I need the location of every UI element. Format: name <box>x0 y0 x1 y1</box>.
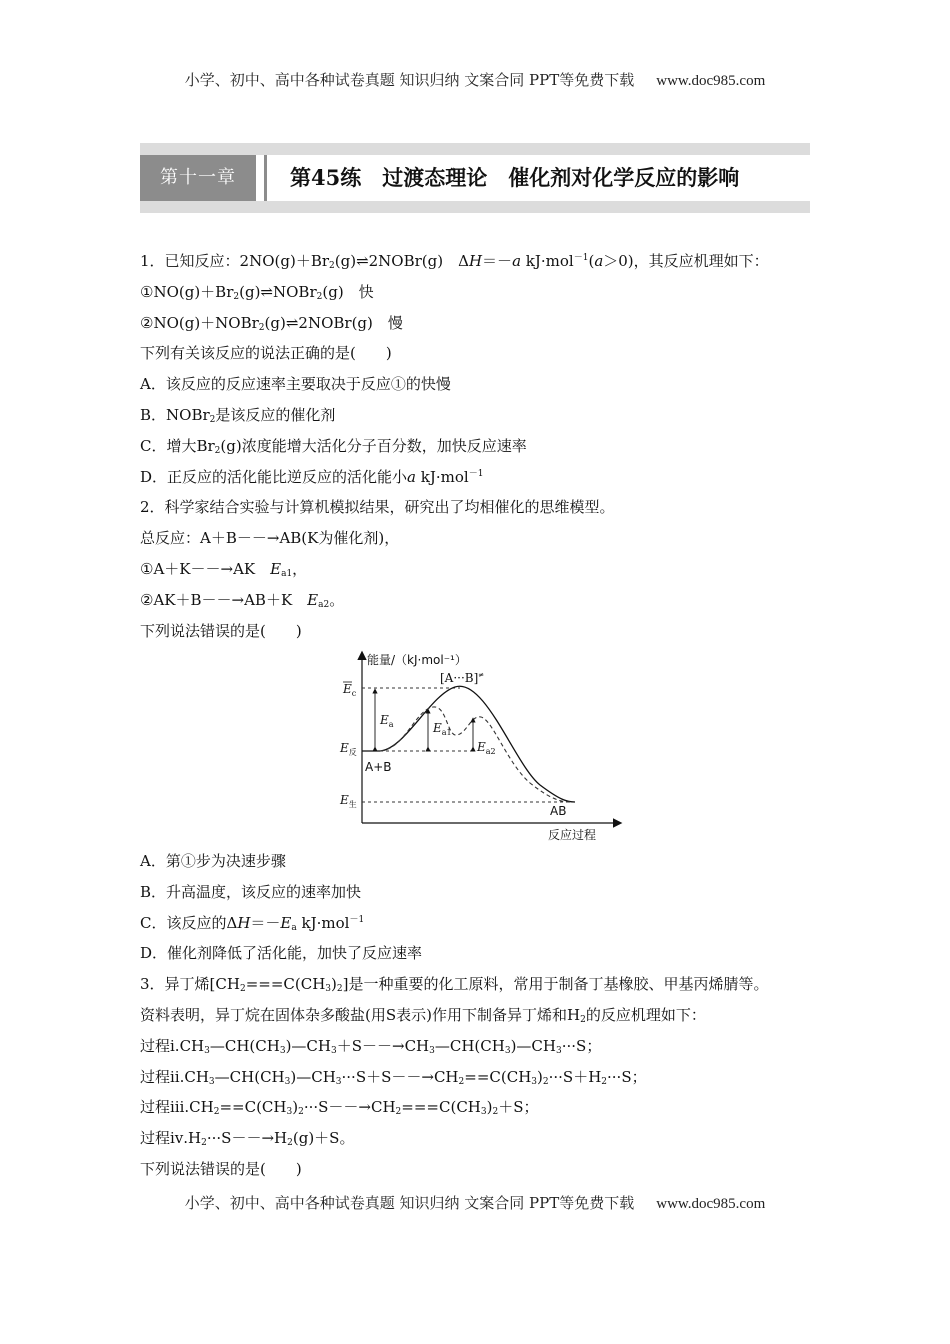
banner-strip-top <box>140 143 810 155</box>
level-ec-label: $E_c$ <box>343 682 357 698</box>
x-axis-label: 反应过程 <box>548 828 597 842</box>
q3-process-2: 过程$ⅱ.CH_3—CH(CH_3)—CH_3\cdot\cdot\cdot S+S--\to CH_2==C(CH_3)_2\cdot\cdot\cdot S+H_2\cdot\cdot\cdot S$； <box>140 1067 647 1087</box>
q2-step-1: ①A＋K－－→AK $E_{a1}$， <box>140 559 308 579</box>
header-site[interactable]: www.doc985.com <box>656 73 766 89</box>
q3-process-1: 过程$ⅰ.CH_3—CH(CH_3)—CH_3+S--\to CH_3—CH(CH_3)—CH_3\cdot\cdot\cdot S$； <box>140 1036 602 1056</box>
q1-reaction: 1．已知反应：$2NO(g)+Br_2(g)\rightleftharpoons 2NOBr(g)$ ΔH＝－a kJ·mol$^{-1}$(a＞0)，其反应机理如下： <box>140 252 769 271</box>
q2-overall: 总反应：A＋B－－→AB(K为催化剂)， <box>140 529 400 548</box>
q3-process-3: 过程$ⅲ.CH_2==C(CH_3)_2\cdot\cdot\cdot S--\to CH_2===C(CH_3)_2+S$； <box>140 1098 539 1118</box>
q1-option-a[interactable]: A．该反应的反应速率主要取决于反应①的快慢 <box>140 375 451 394</box>
q3-material: 资料表明，异丁烷在固体杂多酸盐(用S表示)作用下制备异丁烯和$H_2$的反应机理如下： <box>140 1005 706 1025</box>
q1-option-c[interactable]: C．增大$Br_2(g)$浓度能增大活化分子百分数，加快反应速率 <box>140 436 527 456</box>
q1-stem: 下列有关该反应的说法正确的是( ) <box>140 344 392 363</box>
q1-step-1: $①NO(g)+Br_2(g)\rightleftharpoons NOBr_2(g)$ 快 <box>140 282 374 302</box>
q2-intro: 2．科学家结合实验与计算机模拟结果，研究出了均相催化的思维模型。 <box>140 498 615 517</box>
page-title: 第45练 过渡态理论 催化剂对化学反应的影响 <box>290 165 740 190</box>
ea2-label: $E_{a2}$ <box>477 740 496 756</box>
q2-option-a[interactable]: A．第①步为决速步骤 <box>140 852 286 870</box>
footer-site[interactable]: www.doc985.com <box>656 1196 766 1212</box>
q2-option-b[interactable]: B．升高温度，该反应的速率加快 <box>140 882 362 901</box>
energy-diagram-svg <box>335 645 635 850</box>
q1-option-d[interactable]: D．正反应的活化能比逆反应的活化能小a kJ·mol$^{-1}$ <box>140 467 484 486</box>
level-product-label: $E_生$ <box>340 793 357 809</box>
level-reactant-label: $E_反$ <box>340 741 357 757</box>
page-header <box>0 69 950 90</box>
ea-label: $E_a$ <box>380 713 394 729</box>
energy-diagram <box>335 645 635 850</box>
transition-state-label: [A···B]≠ <box>440 671 485 685</box>
header-text: 小学、初中、高中各种试卷真题 知识归纳 文案合同 PPT等免费下载 <box>184 71 635 89</box>
question-content-2 <box>140 846 820 1185</box>
uncatalyzed-curve <box>362 686 575 802</box>
y-axis-label: 能量/（kJ·mol⁻¹） <box>367 653 467 667</box>
q1-step-2: ②NO(g)＋NOBr$_2$(g)⇌2NOBr(g) 慢 <box>140 313 403 333</box>
q3-stem: 下列说法错误的是( ) <box>140 1159 302 1178</box>
catalyzed-curve <box>380 707 570 802</box>
q2-step-2: ②AK＋B－－→AB＋K $E_{a2}$。 <box>140 590 345 610</box>
q3-process-4: 过程$ⅳ.H_2\cdot\cdot\cdot S--\to H_2(g)+S$。 <box>140 1129 355 1149</box>
chapter-label: 第十一章 <box>140 155 256 201</box>
page-footer <box>0 1192 950 1213</box>
q3-intro: 3．异丁烯$[CH_2===C(CH_3)_2]$是一种重要的化工原料，常用于制备丁基橡胶、甲基丙烯腈等。 <box>140 975 769 995</box>
banner-strip-bottom <box>140 201 810 213</box>
q1-option-b[interactable]: B．NOBr$_2$是该反应的催化剂 <box>140 405 336 425</box>
footer-text: 小学、初中、高中各种试卷真题 知识归纳 文案合同 PPT等免费下载 <box>184 1194 635 1212</box>
chapter-banner <box>140 143 810 213</box>
reactants-label: A+B <box>365 760 392 774</box>
ea1-label: $E_{a1}$ <box>433 721 452 737</box>
q2-option-c[interactable]: C．该反应的$\Delta H=-E_a$ kJ·mol$^{-1}$ <box>140 913 365 933</box>
q2-stem: 下列说法错误的是( ) <box>140 621 302 640</box>
products-label: AB <box>550 804 567 818</box>
q2-option-d[interactable]: D．催化剂降低了活化能，加快了反应速率 <box>140 944 423 963</box>
question-content <box>140 246 820 646</box>
